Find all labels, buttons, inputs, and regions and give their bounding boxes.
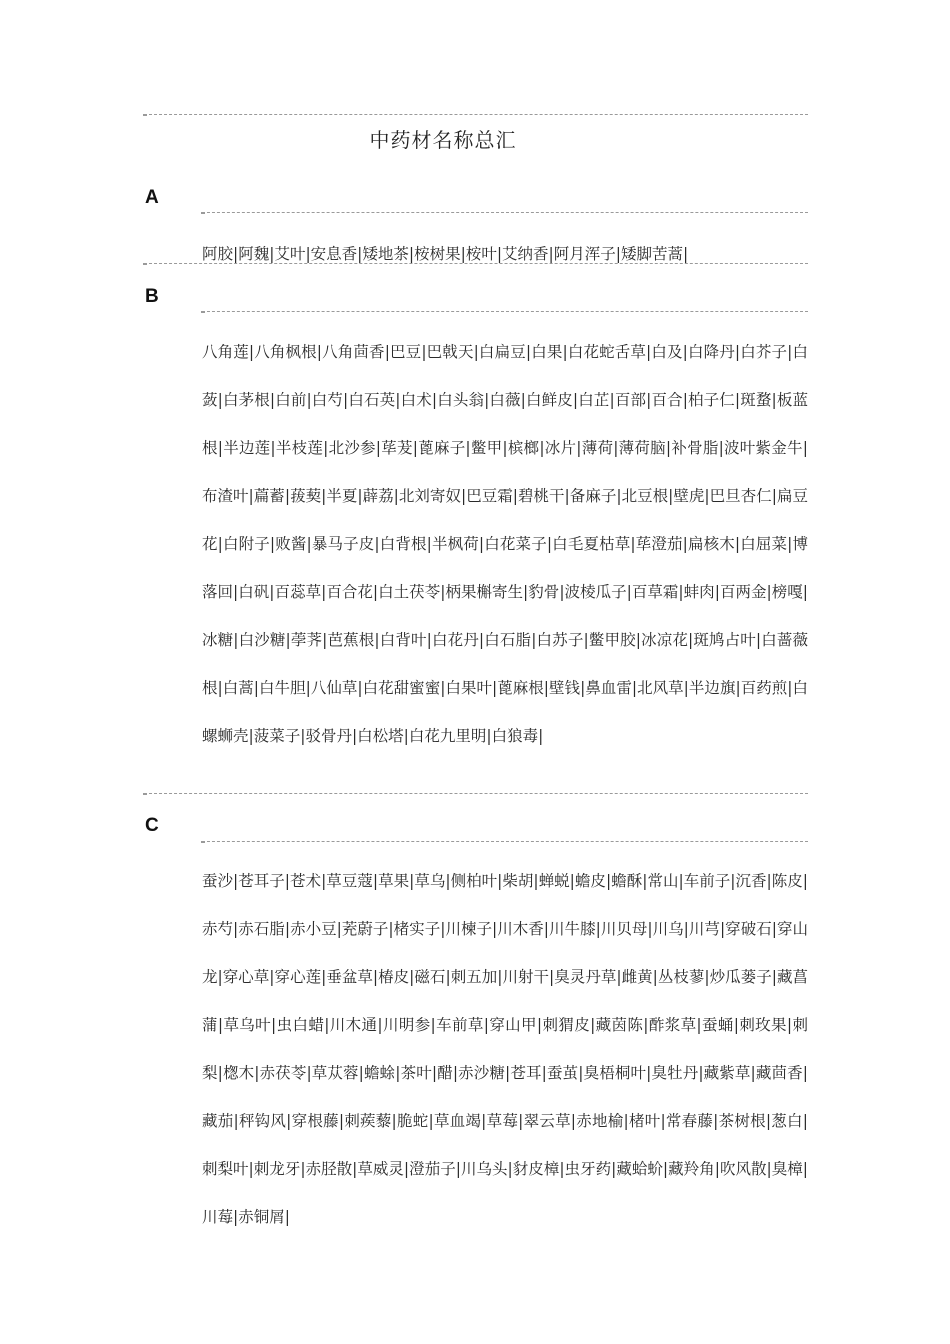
section-letter-c: C — [145, 815, 159, 836]
section-c-herb-list: 蚕沙|苍耳子|苍术|草豆蔻|草果|草乌|侧柏叶|柴胡|蝉蜕|蟾皮|蟾酥|常山|车前子|沉香|陈皮|赤芍|赤石脂|赤小豆|茺蔚子|楮实子|川楝子|川木香|川牛膝|川贝母|川乌|川芎|穿破石|穿山龙|穿心草|穿心莲|垂盆草|椿皮|磁石|刺五加|川射干|臭灵丹草|雌黄|丛枝蓼|炒瓜蒌子|藏菖蒲|草乌叶|虫白蜡|川木通|川明参|车前草|穿山甲|刺猬皮|藏茵陈|酢浆草|蚕蛹|刺玫果|刺梨|楤木|赤茯苓|草苁蓉|蟾蜍|茶叶|醋|赤沙糖|苍耳|蚕茧|臭梧桐叶|臭牡丹|藏紫草|藏茴香|藏茄|秤钩风|穿根藤|刺蒺藜|脆蛇|草血竭|草莓|翠云草|赤地榆|楮叶|常春藤|茶树根|葱白|刺梨叶|刺龙牙|赤胫散|草威灵|澄茄子|川乌头|豺皮樟|虫牙药|藏蛤蚧|藏羚角|吹风散|臭樟|川莓|赤铜屑| — [202, 872, 808, 1226]
section-a-rule — [202, 212, 808, 213]
section-a-herb-list: 阿胶|阿魏|艾叶|安息香|矮地茶|桉树果|桉叶|艾纳香|阿月浑子|矮脚苦蒿| — [202, 245, 689, 263]
section-b-end-rule — [144, 793, 808, 794]
section-b-herb-list: 八角莲|八角枫根|八角茴香|巴豆|巴戟天|白扁豆|白果|白花蛇舌草|白及|白降丹|白芥子|白蔹|白茅根|白前|白芍|白石英|白术|白头翁|白薇|白鲜皮|白芷|百部|百合|柏子仁|斑蝥|板蓝根|半边莲|半枝莲|北沙参|荜茇|蓖麻子|鳖甲|槟榔|冰片|薄荷|薄荷脑|补骨脂|波叶紫金牛|布渣叶|萹蓄|菝葜|半夏|薜荔|北刘寄奴|巴豆霜|碧桃干|备麻子|北豆根|壁虎|巴旦杏仁|扁豆花|白附子|败酱|暴马子皮|白背根|半枫荷|白花菜子|白毛夏枯草|荜澄茄|扁核木|白屈菜|博落回|白矾|百蕊草|百合花|白土茯苓|柄果槲寄生|豹骨|波棱瓜子|百草霜|蚌肉|百两金|榜嘎|冰糖|白沙糖|荸荠|芭蕉根|白背叶|白花丹|白石脂|白苏子|鳖甲胶|冰凉花|斑鸠占叶|白蔷薇根|白蒿|白牛胆|八仙草|白花甜蜜蜜|白果叶|蓖麻根|壁钱|鼻血雷|北风草|半边旗|百药煎|白螺蛳壳|菠菜子|驳骨丹|白松塔|白花九里明|白狼毒| — [202, 343, 808, 745]
section-letter-a: A — [145, 187, 159, 208]
section-a-end-rule — [144, 263, 808, 264]
section-c-rule — [202, 841, 808, 842]
section-b-rule — [202, 311, 808, 312]
top-rule — [144, 114, 808, 115]
page-title — [0, 124, 950, 153]
section-letter-b: B — [145, 286, 159, 307]
page-title-text: 中药材名称总汇 — [369, 128, 517, 152]
